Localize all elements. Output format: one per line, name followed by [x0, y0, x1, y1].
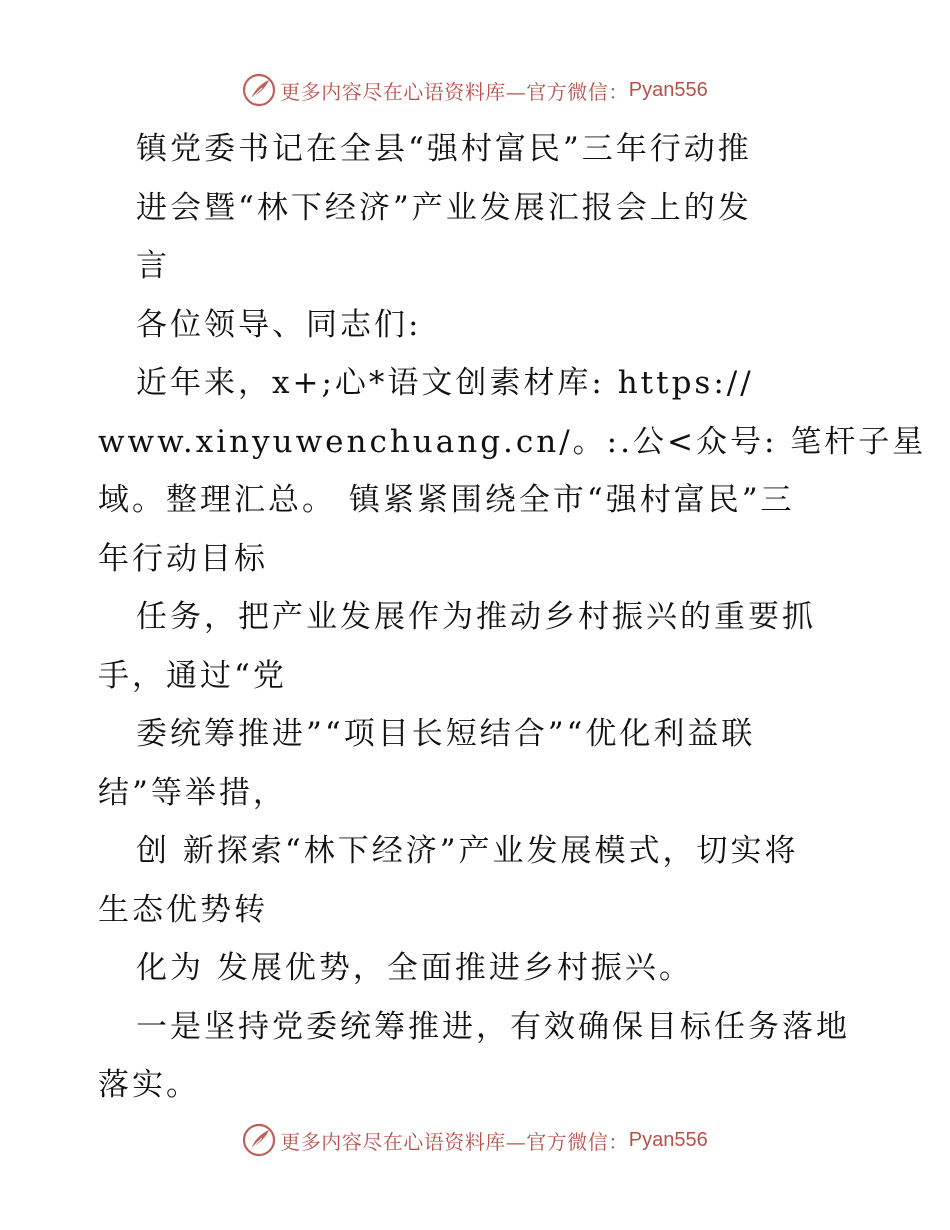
watermark-wechat-id: Pyan556 [628, 1128, 708, 1151]
body-line: 化为 发展优势，全面推进乡村振兴。 [136, 950, 693, 986]
body-line: 结”等举措， [98, 774, 287, 811]
body-line: 手，通过“党 [98, 657, 287, 694]
feather-logo-icon [242, 1123, 276, 1157]
title-line-1: 镇党委书记在全县“强村富民”三年行动推 [136, 131, 752, 167]
body-line: 近年来，x+;心*语文创素材库: https:// [136, 365, 754, 401]
body-line: 域。整理汇总。 镇紧紧围绕全市“强村富民”三 [98, 482, 795, 518]
watermark-banner-bottom [0, 1120, 950, 1160]
salutation: 各位领导、同志们: [136, 306, 422, 343]
watermark-wechat-id: Pyan556 [628, 78, 708, 101]
document-body [98, 120, 927, 1115]
body-line: 任务，把产业发展作为推动乡村振兴的重要抓 [136, 599, 816, 635]
feather-logo-icon [242, 73, 276, 107]
watermark-text: 更多内容尽在心语资料库—官方微信： [280, 79, 629, 104]
body-line: 生态优势转 [98, 891, 268, 928]
section-heading-one: 一是坚持党委统筹推进，有效确保目标任务落地 [136, 1008, 850, 1045]
watermark-text: 更多内容尽在心语资料库—官方微信： [280, 1129, 629, 1154]
body-line: 年行动目标 [98, 540, 268, 577]
title-line-3: 言 [136, 248, 170, 284]
body-line: 创 新探索“林下经济”产业发展模式，切实将 [136, 833, 799, 869]
body-line: www.xinyuwenchuang.cn/。:.公<众号: 笔杆子星 [98, 423, 927, 460]
watermark-banner-top [0, 70, 950, 110]
body-line: 落实。 [98, 1067, 200, 1103]
body-line: 委统筹推进”“项目长短结合”“优化利益联 [136, 716, 756, 752]
title-line-2: 进会暨“林下经济”产业发展汇报会上的发 [136, 189, 752, 226]
